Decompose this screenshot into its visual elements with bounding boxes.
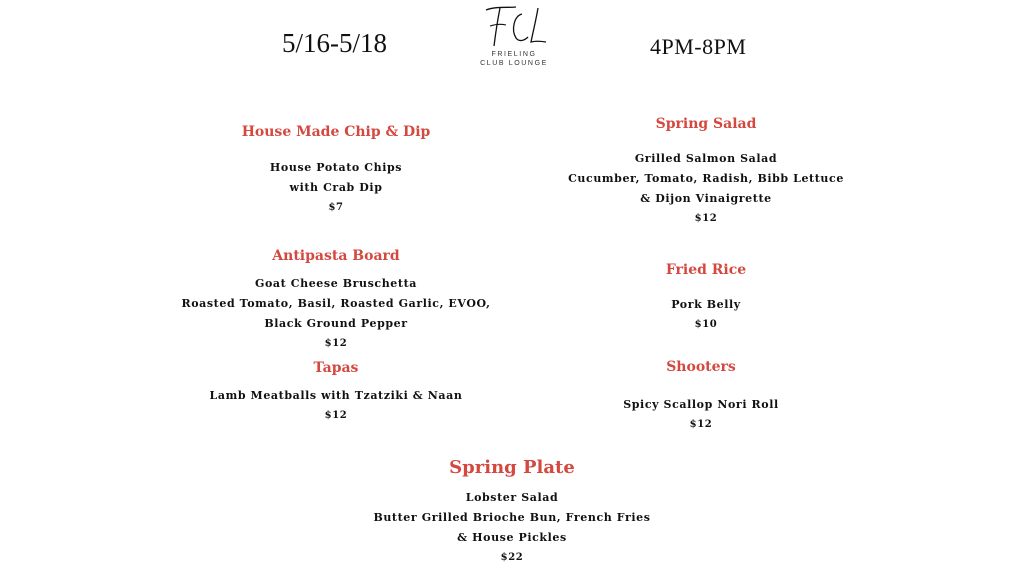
section-spring-salad <box>556 114 856 229</box>
item-line: Goat Cheese Bruschetta <box>254 277 417 290</box>
item-price: $12 <box>689 419 713 430</box>
section-spring-plate <box>362 456 662 568</box>
item-line: Grilled Salmon Salad <box>634 152 778 165</box>
item-line: Butter Grilled Brioche Bun, French Fries <box>373 511 651 524</box>
item-line: Roasted Tomato, Basil, Roasted Garlic, EVOO, <box>181 297 491 310</box>
section-title: Shooters <box>666 359 736 375</box>
menu-hours: 4PM-8PM <box>650 34 747 59</box>
menu-dates: 5/16-5/18 <box>282 28 387 58</box>
item-line: & House Pickles <box>457 531 567 544</box>
section-chip-dip <box>186 122 486 218</box>
item-line: Black Ground Pepper <box>264 317 408 330</box>
item-line: Pork Belly <box>671 298 741 311</box>
item-line: Lobster Salad <box>465 491 559 504</box>
item-line: with Crab Dip <box>289 181 383 194</box>
item-line: Spicy Scallop Nori Roll <box>623 398 779 411</box>
section-fried-rice <box>606 260 806 335</box>
section-title: Fried Rice <box>665 262 747 278</box>
fcl-monogram-icon <box>478 4 550 50</box>
item-line: & Dijon Vinaigrette <box>640 192 772 205</box>
section-title: Antipasta Board <box>272 248 400 264</box>
item-line: Lamb Meatballs with Tzatziki & Naan <box>209 389 463 402</box>
section-tapas <box>186 358 486 426</box>
item-price: $12 <box>324 410 348 421</box>
item-price: $22 <box>500 552 524 563</box>
section-title: Spring Salad <box>655 116 757 132</box>
item-price: $7 <box>328 202 344 213</box>
section-antipasta <box>176 246 496 354</box>
item-line: House Potato Chips <box>269 161 403 174</box>
section-shooters <box>576 357 826 435</box>
section-title: Spring Plate <box>449 457 575 478</box>
item-price: $12 <box>694 213 718 224</box>
section-title: House Made Chip & Dip <box>241 124 431 140</box>
logo-line-1: FRIELING <box>491 51 537 58</box>
item-price: $10 <box>694 319 718 330</box>
club-logo <box>470 4 558 68</box>
item-line: Cucumber, Tomato, Radish, Bibb Lettuce <box>568 172 844 185</box>
item-price: $12 <box>324 338 348 349</box>
section-title: Tapas <box>313 360 359 376</box>
logo-line-2: CLUB LOUNGE <box>480 60 548 67</box>
